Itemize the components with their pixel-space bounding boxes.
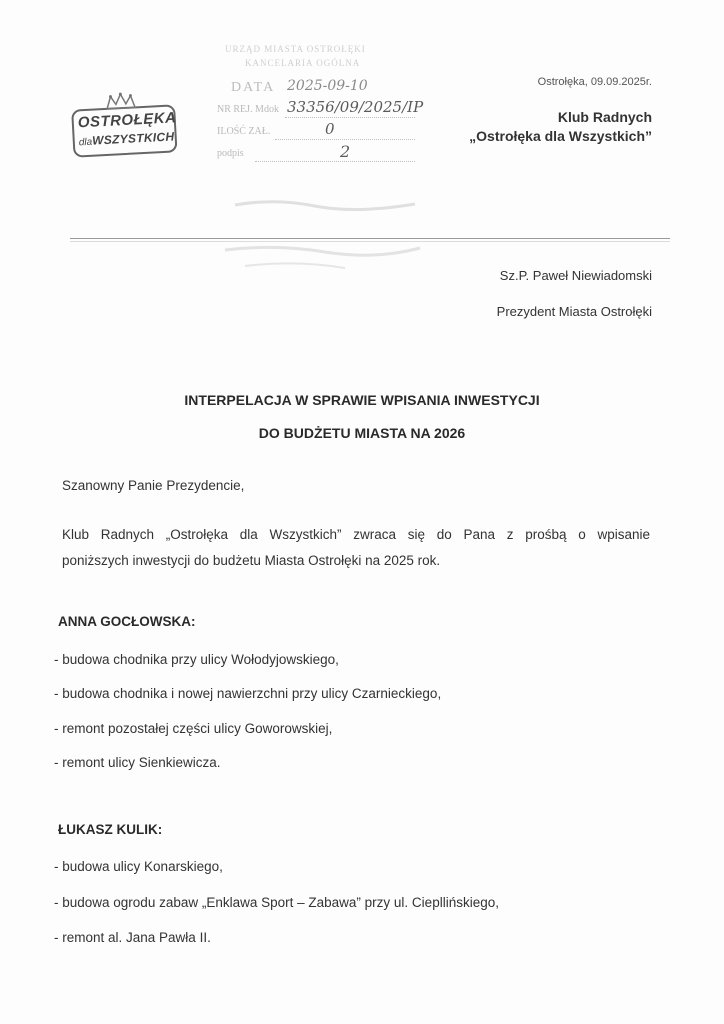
document-title-line2: DO BUDŻETU MIASTA NA 2026 — [258, 425, 466, 441]
header-divider — [70, 238, 670, 239]
stamp-count-label: ILOŚĆ ZAŁ. — [217, 126, 271, 137]
section-name-gocłowska: ANNA GOCŁOWSKA: — [58, 614, 196, 629]
registry-stamp — [215, 40, 430, 280]
stamp-faint-marks-icon — [215, 40, 430, 280]
stamp-number-value: 33356/09/2025/IP — [287, 98, 424, 116]
stamp-header-line2: KANCELARIA OGÓLNA — [245, 58, 361, 68]
document-title-line1: INTERPELACJA W SPRAWIE WPISANIA INWESTYCJI — [184, 392, 540, 408]
sender-line1: Klub Radnych — [557, 109, 652, 125]
header-divider-shadow — [70, 241, 670, 242]
club-logo — [68, 89, 179, 161]
section-name-kulik: ŁUKASZ KULIK: — [58, 822, 163, 837]
stamp-sign-label: podpis — [217, 148, 244, 159]
list-item: - remont al. Jana Pawła II. — [54, 930, 211, 945]
stamp-count-value: 0 — [325, 120, 335, 138]
stamp-sign-value: 2 — [340, 142, 351, 161]
logo-line1: OSTROŁĘKA — [77, 109, 177, 132]
recipient-line1: Sz.P. Paweł Niewiadomski — [499, 268, 652, 283]
intro-line1: Klub Radnych „Ostrołęka dla Wszystkich” zwraca się do Pana z prośbą o wpisanie — [62, 527, 650, 542]
salutation: Szanowny Panie Prezydencie, — [62, 478, 245, 493]
list-item: - budowa chodnika przy ulicy Wołodyjowskiego, — [54, 652, 339, 667]
sender-line2: „Ostrołęka dla Wszystkich” — [469, 128, 652, 144]
list-item: - remont pozostałej części ulicy Goworowskiej, — [54, 721, 333, 736]
list-item: - budowa ogrodu zabaw „Enklawa Sport – Zabawa” przy ul. Ciepllińskiego, — [54, 895, 499, 910]
list-item: - budowa chodnika i nowej nawierzchni przy ulicy Czarnieckiego, — [54, 686, 442, 701]
stamp-number-label: NR REJ. Mdok — [217, 104, 279, 115]
logo-line2-a: dla — [78, 136, 93, 149]
logo-line2-b: WSZYSTKICH — [91, 129, 175, 148]
stamp-date-label: DATA — [231, 80, 276, 95]
list-item: - remont ulicy Sienkiewicza. — [54, 755, 221, 770]
list-item: - budowa ulicy Konarskiego, — [54, 859, 223, 874]
recipient-line2: Prezydent Miasta Ostrołęki — [496, 304, 652, 319]
intro-line2: poniższych inwestycji do budżetu Miasta Ostrołęki na 2025 rok. — [62, 553, 441, 568]
stamp-date-value: 2025-09-10 — [287, 78, 368, 94]
place-date: Ostrołęka, 09.09.2025r. — [537, 76, 652, 88]
stamp-header-line1: URZĄD MIASTA OSTROŁĘKI — [225, 44, 366, 54]
